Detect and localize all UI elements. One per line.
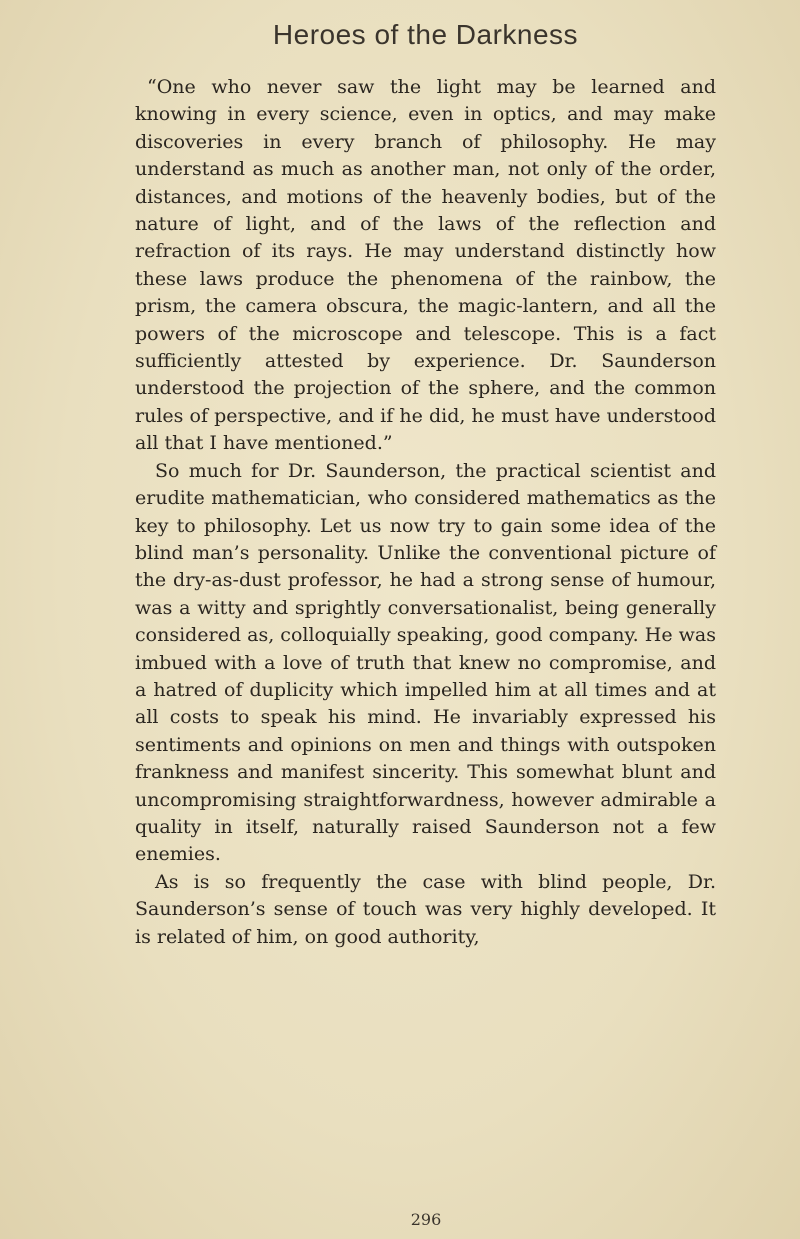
paragraph-sense-of-touch: As is so frequently the case with blind people, Dr. Saunderson’s sense of touch was very highly developed. It is related of him, on good authority, — [135, 870, 716, 948]
paragraph-quotation: “One who never saw the light may be learned and knowing in every science, even in optics, and may make discoveries in every branch of philosophy. He may understand as much as another man, not only of the order, distances, and motions of the heavenly bodies, but of the nature of light, and of the laws of the reflection and refraction of its rays. He may understand distinctly how these laws produce the phenomena of the rainbow, the prism, the camera obscura, the magic-lantern, and all the powers of the microscope and telescope. This is a fact sufficiently attested by experience. Dr. Saunderson understood the projection of the sphere, and the common rules of perspective, and if he did, he must have understood all that I have mentioned.” — [135, 76, 716, 455]
paragraph-personality: So much for Dr. Saunderson, the practical scientist and erudite mathematician, who considered mathematics as the key to philosophy. Let us now try to gain some idea of the blind man’s personality. Unlike the conventional picture of the dry-as-dust professor, he had a strong sense of humour, was a witty and sprightly conversationalist, being generally considered as, colloquially speaking, good company. He was imbued with a love of truth that knew no compromise, and a hatred of duplicity which impelled him at all times and at all costs to speak his mind. He invariably expressed his sentiments and opinions on men and things with outspoken frankness and manifest sincerity. This somewhat blunt and uncompromising straightforwardness, however admirable a quality in itself, naturally raised Saunderson not a few enemies. — [135, 459, 716, 866]
running-head-title: Heroes of the Darkness — [272, 19, 579, 50]
body-text — [135, 74, 716, 951]
page-number: 296 — [410, 1210, 442, 1229]
